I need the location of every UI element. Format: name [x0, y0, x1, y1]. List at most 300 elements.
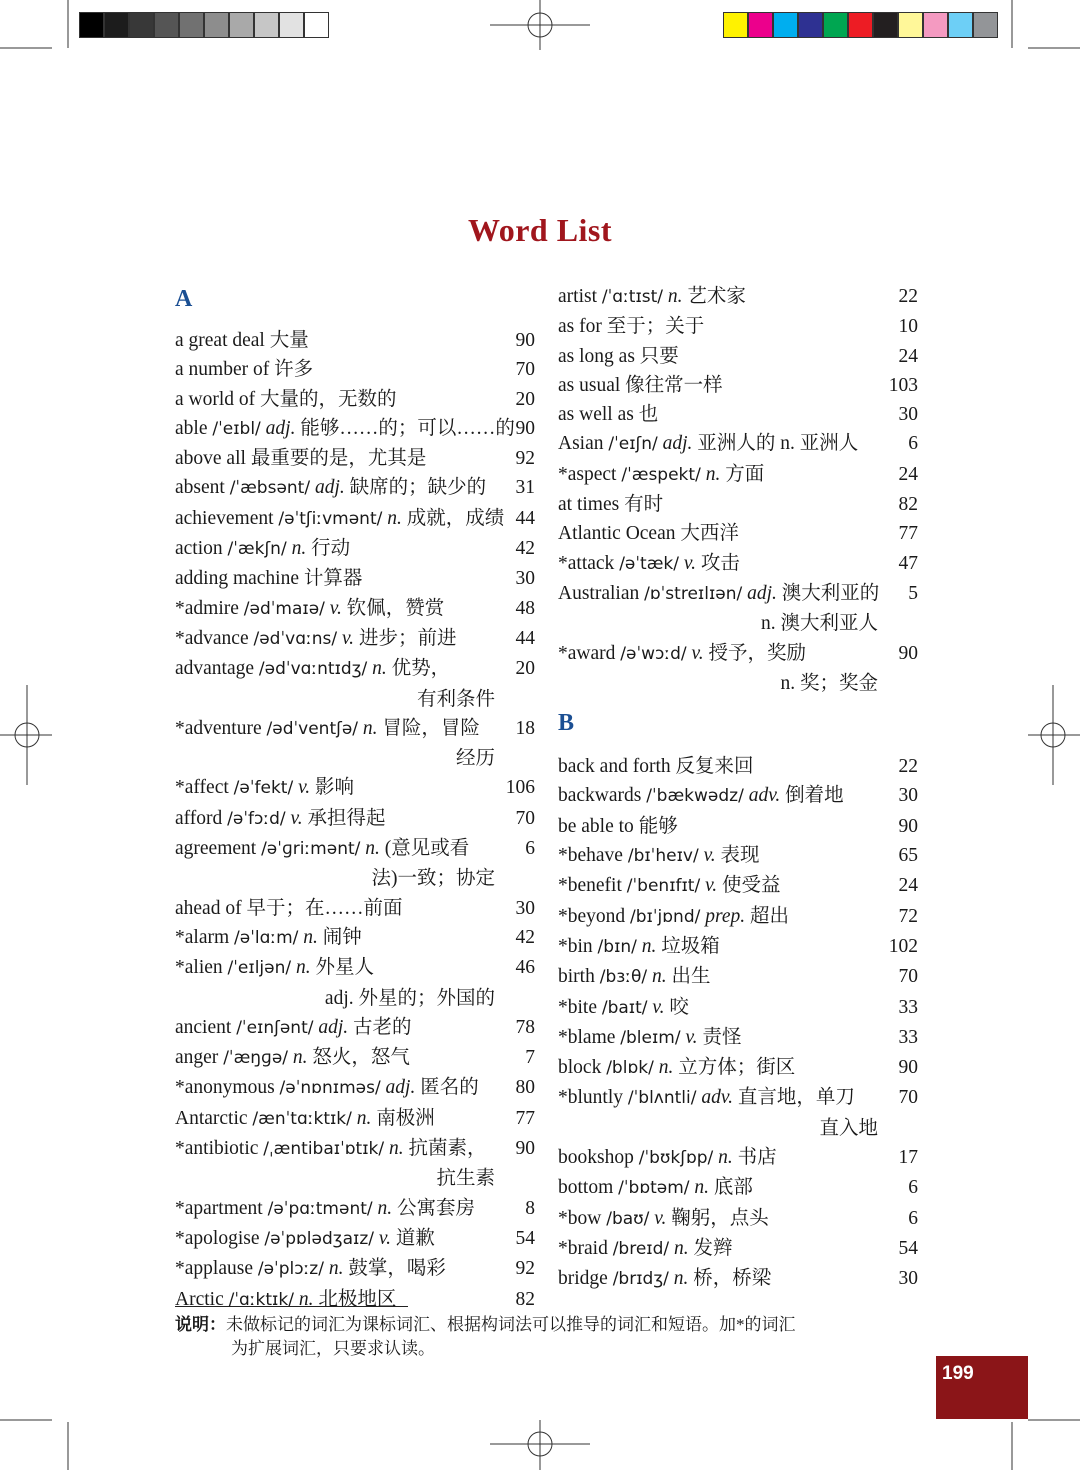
entry-line — [558, 400, 918, 429]
entry-page-number: 70 — [515, 807, 535, 829]
word-entry — [558, 1053, 918, 1083]
entry-phonetic: /ˈeɪʃn/ — [608, 434, 658, 455]
entry-part-of-speech: v. — [341, 627, 355, 649]
entry-definition: 至于；关于 — [606, 316, 705, 338]
entry-line — [175, 624, 535, 654]
entry-part-of-speech: n. — [298, 1288, 314, 1310]
word-entry — [175, 1285, 535, 1315]
entry-part-of-speech: v. — [691, 642, 704, 664]
entry-part-of-speech: adv. — [701, 1087, 733, 1109]
entry-page-number: 18 — [515, 717, 535, 739]
entry-word: Antarctic — [175, 1107, 248, 1129]
entry-part-of-speech: n. — [673, 1268, 689, 1290]
entry-definition: 冒险，冒险 — [382, 717, 480, 739]
entry-word: a great deal — [175, 330, 265, 351]
entry-part-of-speech: n. — [658, 1057, 674, 1079]
entry-page-number: 77 — [898, 523, 918, 545]
entry-page-number: 46 — [515, 957, 535, 979]
entry-part-of-speech: n. — [388, 1138, 404, 1160]
entry-definition: 艺术家 — [687, 286, 746, 307]
entry-phonetic: /ədˈmaɪə/ — [243, 598, 325, 619]
entry-page-number: 42 — [515, 538, 535, 560]
entry-definition-continued: 抗生素 — [436, 1168, 495, 1190]
entry-part-of-speech: n. — [667, 286, 683, 307]
entry-line — [558, 519, 918, 548]
entry-phonetic: /bɪˈjɒnd/ — [630, 906, 701, 927]
entry-page-number: 90 — [515, 330, 535, 351]
entry-line — [175, 1134, 535, 1164]
entry-line — [175, 1104, 535, 1134]
entry-definition: 外星人 — [315, 957, 375, 979]
entry-definition: 澳大利亚的 — [781, 582, 880, 604]
word-entry — [175, 534, 535, 564]
entry-line — [175, 414, 535, 444]
entry-part-of-speech: v. — [652, 996, 665, 1018]
entry-word: advantage — [175, 658, 255, 680]
entry-line — [558, 342, 918, 371]
entry-phonetic: /ˈeɪbl/ — [212, 418, 261, 439]
entry-definition: 抗菌素， — [408, 1138, 487, 1160]
word-entry — [558, 460, 918, 490]
entry-word: a number of — [175, 359, 270, 381]
entry-word: *anonymous — [175, 1077, 275, 1099]
gray-swatch — [204, 12, 229, 38]
entry-page-number: 10 — [898, 316, 918, 338]
footnote — [175, 1313, 915, 1361]
color-swatch — [948, 12, 973, 38]
word-entry — [558, 1264, 918, 1294]
word-entry — [558, 579, 918, 639]
entry-line — [558, 1204, 918, 1234]
entry-page-number: 24 — [898, 463, 918, 485]
entry-page-number: 82 — [515, 1288, 535, 1310]
entry-part-of-speech: adj. — [318, 1016, 349, 1038]
entry-phonetic: /blɒk/ — [606, 1058, 654, 1079]
entry-definition: 反复来回 — [675, 756, 754, 778]
entry-definition-continued: n. 奖；奖金 — [780, 672, 878, 694]
entry-word: ancient — [175, 1016, 232, 1038]
entry-page-number: 80 — [515, 1077, 535, 1099]
entry-definition: 直言地，单刀 — [737, 1087, 855, 1109]
entry-part-of-speech: v. — [705, 875, 718, 897]
entry-part-of-speech: n. — [291, 538, 307, 560]
entry-line — [558, 490, 918, 519]
entry-definition: 使受益 — [722, 875, 781, 897]
entry-definition: 大量的，无数的 — [260, 388, 397, 410]
entry-line — [558, 579, 918, 609]
entry-line — [175, 326, 535, 355]
entry-line — [175, 923, 535, 953]
section-letter-b: B — [558, 710, 575, 737]
entry-definition-continued: 经历 — [455, 748, 495, 770]
entry-word: bookshop — [558, 1147, 634, 1169]
entry-definition: 古老的 — [353, 1016, 412, 1038]
entry-phonetic: /əˈtæk/ — [619, 553, 679, 574]
entry-part-of-speech: adj. — [385, 1077, 416, 1099]
entry-line — [175, 894, 535, 923]
entry-page-number: 17 — [898, 1147, 918, 1169]
gray-swatch — [304, 12, 329, 38]
word-list-b — [558, 752, 918, 1294]
entry-page-number: 92 — [515, 1258, 535, 1280]
word-entry — [175, 564, 535, 593]
entry-part-of-speech: v. — [683, 552, 696, 574]
entry-definition: 垃圾箱 — [661, 935, 720, 957]
entry-part-of-speech: n. — [652, 966, 667, 988]
entry-word: as long as — [558, 345, 635, 367]
entry-page-number: 30 — [898, 1268, 918, 1290]
entry-page-number: 20 — [515, 658, 535, 680]
entry-line — [558, 460, 918, 490]
entry-page-number: 70 — [898, 966, 918, 988]
entry-part-of-speech: v. — [290, 807, 303, 829]
entry-word: *adventure — [175, 717, 262, 739]
entry-page-number: 47 — [898, 552, 918, 574]
word-entry — [558, 371, 918, 400]
entry-phonetic: /ˈækʃn/ — [227, 539, 287, 560]
entry-word: Asian — [558, 433, 604, 455]
entry-phonetic: /əˈlɑːm/ — [234, 927, 299, 948]
entry-line — [558, 1053, 918, 1083]
entry-part-of-speech: n. — [372, 658, 387, 680]
entry-definition-continued: 直入地 — [819, 1117, 878, 1139]
entry-word: ahead of — [175, 897, 242, 919]
entry-phonetic: /ˈbenɪfɪt/ — [626, 876, 701, 897]
entry-definition: 匿名的 — [420, 1077, 479, 1099]
entry-line — [558, 639, 918, 669]
entry-definition: 有时 — [624, 494, 664, 516]
word-entry — [175, 594, 535, 624]
entry-definition: 鼓掌，喝彩 — [348, 1258, 446, 1280]
entry-phonetic: /brɪdʒ/ — [612, 1269, 669, 1290]
entry-line — [175, 1254, 535, 1284]
entry-line — [175, 654, 535, 684]
entry-word: Atlantic Ocean — [558, 523, 676, 545]
entry-page-number: 90 — [898, 642, 918, 664]
entry-definition: 大西洋 — [680, 523, 739, 545]
gray-swatch — [104, 12, 129, 38]
word-entry — [175, 473, 535, 503]
entry-definition: 影响 — [315, 777, 355, 799]
word-entry — [558, 1023, 918, 1053]
entry-line — [175, 1073, 535, 1103]
gray-swatch — [279, 12, 304, 38]
word-entry — [175, 355, 535, 384]
entry-line — [558, 371, 918, 400]
entry-word: afford — [175, 807, 223, 829]
entry-word: above all — [175, 448, 246, 470]
entry-page-number: 30 — [898, 785, 918, 807]
entry-line — [558, 841, 918, 871]
entry-phonetic: /bɜːθ/ — [599, 967, 648, 988]
entry-line — [558, 549, 918, 579]
entry-definition-continued: n. 澳大利亚人 — [760, 613, 878, 635]
entry-word: Australian — [558, 582, 640, 604]
entry-phonetic: /əˈpɑːtmənt/ — [267, 1198, 373, 1219]
word-entry — [558, 841, 918, 871]
entry-word: backwards — [558, 785, 642, 807]
entry-line — [558, 962, 918, 992]
word-entry — [175, 1194, 535, 1224]
footnote-line-1: 未做标记的词汇为课标词汇、根据构词法可以推导的词汇和短语。加*的词汇 — [226, 1315, 796, 1334]
entry-line — [175, 355, 535, 384]
entry-word: back and forth — [558, 756, 671, 778]
entry-word: agreement — [175, 838, 257, 860]
entry-definition: 书店 — [737, 1147, 777, 1169]
entry-definition: 底部 — [713, 1177, 753, 1199]
entry-page-number: 44 — [515, 627, 535, 649]
entry-page-number: 42 — [515, 926, 535, 948]
entry-line — [175, 804, 535, 834]
entry-page-number: 7 — [525, 1047, 535, 1069]
entry-part-of-speech: v. — [378, 1227, 391, 1249]
word-entry — [175, 624, 535, 654]
entry-definition: 优势， — [391, 658, 451, 680]
entry-page-number: 24 — [898, 875, 918, 897]
entry-definition: 超出 — [750, 905, 790, 927]
entry-part-of-speech: adv. — [748, 785, 781, 807]
word-entry — [558, 902, 918, 932]
gray-swatch — [179, 12, 204, 38]
entry-page-number: 44 — [515, 507, 535, 529]
entry-line — [175, 444, 535, 473]
entry-phonetic: /ədˈvɑːntɪdʒ/ — [258, 659, 368, 680]
entry-definition-continued: 有利条件 — [416, 688, 495, 710]
entry-word: *advance — [175, 627, 249, 649]
entry-part-of-speech: n. — [356, 1107, 372, 1129]
gray-swatch — [254, 12, 279, 38]
entry-word: *apartment — [175, 1197, 263, 1219]
entry-page-number: 65 — [898, 845, 918, 867]
entry-page-number: 77 — [515, 1107, 535, 1129]
entry-definition: 责怪 — [702, 1026, 742, 1048]
word-entry — [558, 781, 918, 811]
entry-page-number: 6 — [908, 433, 918, 455]
entry-line — [175, 534, 535, 564]
entry-line — [175, 773, 535, 803]
word-list-a — [175, 326, 535, 1315]
entry-page-number: 24 — [898, 345, 918, 367]
gray-swatch — [129, 12, 154, 38]
entry-definition: 公寓套房 — [397, 1197, 476, 1219]
entry-definition: 鞠躬，点头 — [671, 1207, 769, 1229]
gray-swatch — [229, 12, 254, 38]
page-number-box — [936, 1356, 1028, 1419]
entry-line — [558, 902, 918, 932]
entry-page-number: 31 — [515, 477, 535, 499]
word-entry — [175, 1224, 535, 1254]
entry-phonetic: /ænˈtɑːktɪk/ — [252, 1108, 352, 1129]
entry-line — [175, 953, 535, 983]
grayscale-color-bar — [79, 12, 329, 38]
word-entry — [175, 414, 535, 444]
entry-definition: 攻击 — [700, 552, 740, 574]
entry-definition: 咬 — [669, 996, 689, 1018]
entry-line — [558, 993, 918, 1023]
entry-page-number: 22 — [898, 286, 918, 307]
color-swatch — [873, 12, 898, 38]
color-swatch — [848, 12, 873, 38]
entry-line — [558, 429, 918, 459]
entry-word: *apologise — [175, 1227, 260, 1249]
word-entry — [558, 282, 918, 312]
entry-part-of-speech: n. — [705, 463, 721, 485]
entry-definition: 大量 — [269, 330, 309, 351]
entry-part-of-speech: v. — [654, 1207, 667, 1229]
entry-phonetic: /ˌæntibaɪˈɒtɪk/ — [263, 1139, 385, 1160]
entry-phonetic: /əˈplɔːz/ — [257, 1259, 324, 1280]
entry-page-number: 48 — [515, 597, 535, 619]
entry-phonetic: /bɪˈheɪv/ — [627, 846, 699, 867]
entry-line — [558, 932, 918, 962]
entry-line — [175, 473, 535, 503]
entry-part-of-speech: prep. — [705, 905, 746, 927]
entry-word: *antibiotic — [175, 1138, 259, 1160]
word-list-column-right — [558, 282, 918, 1295]
entry-word: *applause — [175, 1258, 253, 1280]
entry-part-of-speech: n. — [387, 507, 402, 529]
entry-definition: 像往常一样 — [625, 374, 723, 396]
entry-word: *alarm — [175, 926, 230, 948]
entry-definition: 授予，奖励 — [708, 642, 806, 664]
entry-part-of-speech: n. — [303, 926, 318, 948]
entry-phonetic: /əˈpɒlədʒaɪz/ — [264, 1228, 374, 1249]
process-color-bar — [723, 12, 998, 38]
entry-line — [175, 504, 535, 534]
page-title: Word List — [467, 212, 613, 248]
color-swatch — [723, 12, 748, 38]
entry-word: block — [558, 1057, 602, 1079]
entry-word: as usual — [558, 374, 621, 396]
entry-word: be able to — [558, 815, 634, 837]
word-entry — [175, 834, 535, 894]
entry-word: *bite — [558, 996, 597, 1018]
entry-phonetic: /əˈɡriːmənt/ — [261, 839, 361, 860]
entry-line — [558, 812, 918, 841]
word-entry — [175, 444, 535, 473]
entry-phonetic: /ˈblʌntli/ — [627, 1088, 697, 1109]
entry-line — [558, 871, 918, 901]
entry-definition: 出生 — [671, 966, 711, 988]
entry-line — [175, 1224, 535, 1254]
entry-part-of-speech: n. — [362, 717, 378, 739]
entry-part-of-speech: v. — [329, 597, 342, 619]
entry-page-number: 33 — [898, 1026, 918, 1048]
entry-definition: 怒火，怒气 — [312, 1047, 410, 1069]
word-entry — [558, 549, 918, 579]
word-entry — [558, 1143, 918, 1173]
entry-phonetic: /ˈbɒtəm/ — [618, 1178, 690, 1199]
entry-line — [558, 282, 918, 312]
entry-word: adding machine — [175, 568, 299, 590]
entry-word: as well as — [558, 404, 634, 426]
entry-definition: 道歉 — [395, 1227, 435, 1249]
entry-word: *bin — [558, 935, 593, 957]
entry-word: *alien — [175, 957, 223, 979]
entry-part-of-speech: adj. — [314, 477, 345, 499]
entry-line — [558, 781, 918, 811]
entry-definition: 能够 — [638, 815, 678, 837]
word-entry — [558, 1173, 918, 1203]
entry-word: Arctic — [175, 1288, 224, 1310]
word-entry — [558, 490, 918, 519]
entry-definition: 方面 — [725, 463, 765, 485]
entry-definition: 只要 — [639, 345, 679, 367]
entry-phonetic: /ədˈventʃə/ — [266, 718, 359, 739]
entry-part-of-speech: n. — [296, 957, 311, 979]
color-swatch — [973, 12, 998, 38]
word-entry — [558, 962, 918, 992]
word-entry — [558, 312, 918, 341]
entry-part-of-speech: adj. — [662, 433, 693, 455]
entry-page-number: 6 — [908, 1177, 918, 1199]
word-entry — [558, 1234, 918, 1264]
entry-part-of-speech: v. — [298, 777, 311, 799]
entry-line — [558, 1143, 918, 1173]
entry-page-number: 8 — [525, 1197, 535, 1219]
entry-phonetic: /ˈæŋɡə/ — [223, 1048, 289, 1069]
entry-word: absent — [175, 477, 225, 499]
word-entry — [175, 1073, 535, 1103]
entry-phonetic: /ˈæbsənt/ — [229, 478, 311, 499]
entry-word: *award — [558, 642, 616, 664]
entry-word: anger — [175, 1047, 219, 1069]
entry-line — [558, 752, 918, 781]
entry-word: *beyond — [558, 905, 626, 927]
entry-definition: 南极洲 — [376, 1107, 435, 1129]
entry-page-number: 103 — [888, 374, 918, 396]
entry-page-number: 82 — [898, 494, 918, 516]
word-entry — [175, 654, 535, 714]
entry-definition: 许多 — [274, 359, 314, 381]
word-entry — [175, 923, 535, 953]
entry-word: *attack — [558, 552, 615, 574]
entry-page-number: 90 — [898, 815, 918, 837]
color-swatch — [823, 12, 848, 38]
entry-page-number: 90 — [515, 1138, 535, 1160]
word-list-column-left — [175, 282, 535, 1315]
word-entry — [175, 953, 535, 1013]
word-entry — [175, 1043, 535, 1073]
entry-page-number: 78 — [515, 1016, 535, 1038]
entry-part-of-speech: n. — [718, 1147, 733, 1169]
word-entry — [558, 400, 918, 429]
entry-page-number: 6 — [525, 838, 535, 860]
entry-definition: 北极地区 — [318, 1288, 397, 1310]
word-entry — [175, 1254, 535, 1284]
entry-phonetic: /əˈtʃiːvmənt/ — [278, 508, 383, 529]
entry-definition-continued: adj. 外星的；外国的 — [324, 987, 495, 1009]
word-entry — [558, 342, 918, 371]
entry-word: able — [175, 417, 208, 439]
entry-definition: 闹钟 — [322, 926, 362, 948]
entry-word: action — [175, 538, 223, 560]
entry-part-of-speech: n. — [674, 1237, 689, 1259]
entry-word: birth — [558, 966, 595, 988]
entry-word: *behave — [558, 845, 623, 867]
entry-phonetic: /əˈnɒnɪməs/ — [279, 1078, 381, 1099]
entry-phonetic: /ˈɑːktɪk/ — [228, 1289, 294, 1310]
entry-phonetic: /əˈfɔːd/ — [227, 808, 286, 829]
word-entry — [558, 871, 918, 901]
entry-line — [175, 564, 535, 593]
entry-definition: 也 — [638, 404, 659, 426]
entry-word: achievement — [175, 507, 274, 529]
entry-line — [558, 1234, 918, 1264]
entry-definition: 承担得起 — [307, 807, 386, 829]
word-entry — [175, 504, 535, 534]
entry-definition: 计算器 — [303, 568, 363, 590]
